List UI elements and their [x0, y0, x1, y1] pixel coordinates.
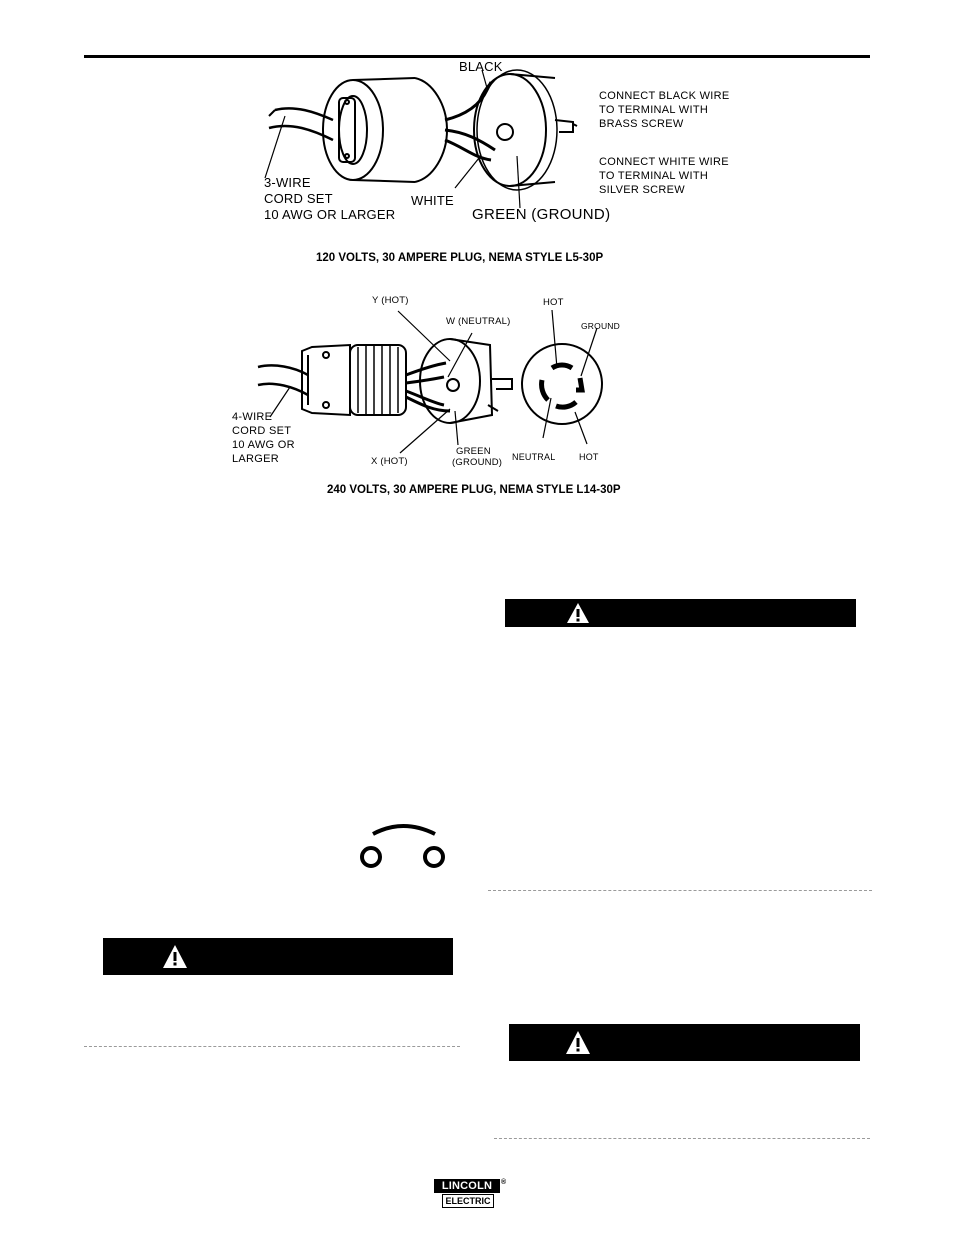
label-hot-bottom: HOT	[579, 452, 599, 462]
label-connect-black-1: CONNECT BLACK WIRE	[599, 90, 730, 102]
label-green: GREEN	[456, 446, 491, 457]
label-cord-set: CORD SET	[264, 191, 333, 206]
label-ground-paren: (GROUND)	[452, 457, 503, 468]
label-white: WHITE	[411, 193, 454, 208]
dashed-separator-left	[84, 1046, 460, 1047]
label-w-neutral: W (NEUTRAL)	[446, 316, 511, 327]
jumper-switch-symbol	[355, 818, 451, 874]
label-hot-top: HOT	[543, 297, 564, 308]
dashed-separator-right-top	[488, 890, 872, 891]
label-connect-white-2: TO TERMINAL WITH	[599, 170, 709, 182]
caption-l14-30p: 240 VOLTS, 30 AMPERE PLUG, NEMA STYLE L14-30P	[327, 484, 621, 496]
label-x-hot: X (HOT)	[371, 456, 408, 467]
label-4-wire: 4-WIRE	[232, 411, 273, 423]
label-ground: GROUND	[581, 321, 620, 331]
warning-bar-left	[103, 938, 453, 975]
warning-bar-right-top	[505, 599, 856, 627]
label-connect-white-1: CONNECT WHITE WIRE	[599, 156, 729, 168]
dashed-separator-right-bottom	[494, 1138, 870, 1139]
logo-bottom-text: ELECTRIC	[442, 1194, 494, 1208]
caption-l5-30p: 120 VOLTS, 30 AMPERE PLUG, NEMA STYLE L5-30P	[316, 252, 604, 264]
warning-triangle-icon	[566, 602, 590, 624]
label-connect-black-2: TO TERMINAL WITH	[599, 104, 709, 116]
label-3-wire: 3-WIRE	[264, 175, 311, 190]
logo-top-text: LINCOLN	[434, 1179, 500, 1193]
label-black: BLACK	[459, 59, 503, 74]
lincoln-electric-logo	[434, 1179, 506, 1209]
label-neutral: NEUTRAL	[512, 452, 556, 462]
label-4-10-awg: 10 AWG OR	[232, 439, 295, 451]
label-10-awg: 10 AWG OR LARGER	[264, 207, 396, 222]
label-4-cord-set: CORD SET	[232, 425, 292, 437]
label-green-ground: GREEN (GROUND)	[472, 206, 611, 223]
warning-triangle-icon	[565, 1030, 591, 1055]
warning-triangle-icon	[162, 944, 188, 969]
label-connect-white-3: SILVER SCREW	[599, 184, 685, 196]
warning-bar-right-bottom	[509, 1024, 860, 1061]
label-connect-black-3: BRASS SCREW	[599, 118, 684, 130]
label-y-hot: Y (HOT)	[372, 295, 409, 306]
logo-registered-mark: ®	[501, 1179, 507, 1186]
label-4-larger: LARGER	[232, 453, 280, 465]
